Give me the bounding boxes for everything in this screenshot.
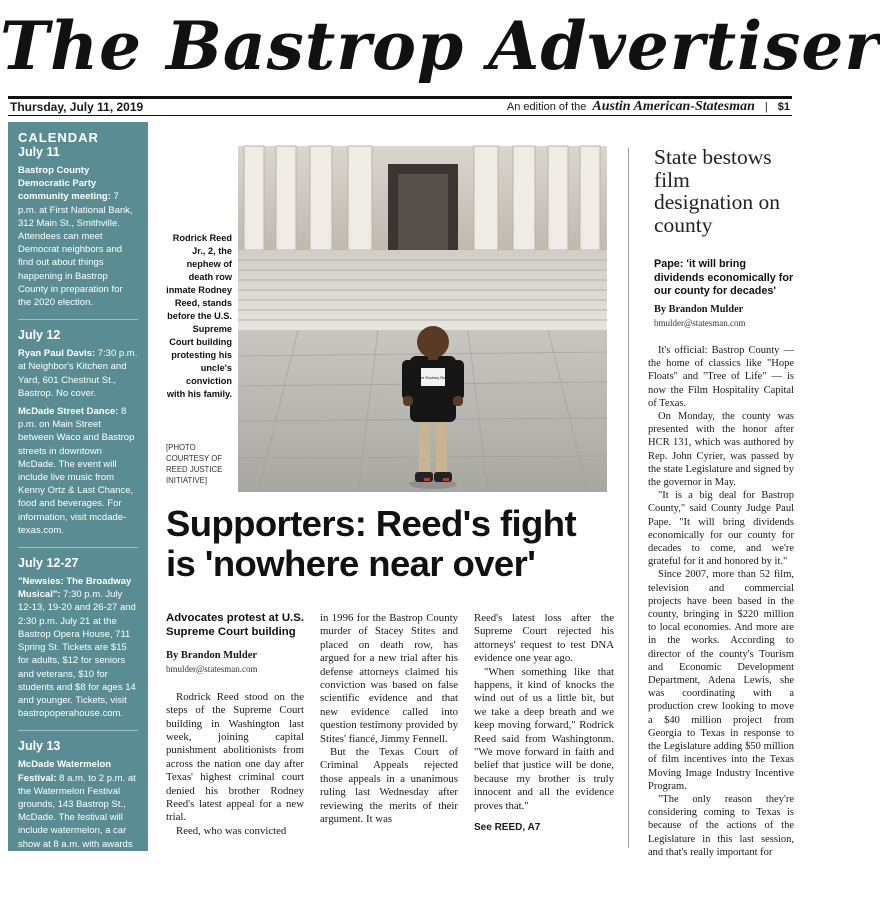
- calendar-date: July 13: [18, 730, 138, 753]
- issue-price: $1: [777, 101, 790, 113]
- calendar-entry-title: Ryan Paul Davis:: [18, 348, 96, 360]
- calendar-entry-title: Bastrop County Democratic Party community meeting:: [18, 165, 111, 203]
- edition-prefix: An edition of the: [506, 101, 587, 113]
- edition-paper: Austin American-Statesman: [592, 99, 755, 114]
- newspaper-title: The Bastrop Advertiser: [0, 7, 880, 85]
- dateline-bar: [8, 96, 792, 116]
- right-story-byline: By Brandon Mulder: [654, 304, 744, 315]
- story-jump-link[interactable]: See REED, A7: [474, 822, 541, 834]
- photo-caption: Rodrick Reed Jr., 2, the nephew of death row inmate Rodney Reed, stands before the U.S. Supreme Court building protesting his uncle's conviction with his family.: [166, 233, 232, 399]
- story-paragraph: in 1996 for the Bastrop County murder of Stacey Stites and placed on death row, has argued for a new trial after his defense attorneys claimed his conviction was based on false scientific evidence and that new evidence called into question testimony provided by Stites' fiancé, Jimmy Fennell.: [320, 612, 458, 745]
- story-column-1: [166, 612, 304, 838]
- edition-separator: |: [764, 101, 768, 113]
- calendar-entry-text: 7:30 p.m. at Neighbor's Kitchen and Yard, 601 Chestnut St., Bastrop. No cover.: [18, 348, 138, 399]
- story-paragraph: Rodrick Reed stood on the steps of the Supreme Court building in Washington last week, joining capital punishment abolitionists from across the nation one day after Texas' highest criminal court denied his brother Rodney Reed's latest appeal for a new trial.: [166, 690, 304, 824]
- story-email: bmulder@statesman.com: [166, 664, 258, 675]
- calendar-entry-text: 8 p.m. on Main Street between Waco and Bastrop streets in downtown McDade. The event will include live music from Kenny Ortz & Last Chance, food and beverages. For information, visit mcdade-texas.com.: [18, 406, 135, 536]
- calendar-entry-title: McDade Street Dance:: [18, 406, 119, 418]
- story-paragraph: "When something like that happens, it kind of knocks the wind out of us a little bit, but we take a deep breath and we keep moving forward," Rodrick Reed said from Washingtonm. "We move forward in faith and belief that justice will be done, because my brother is truly innocent and all the evidence proves that.": [474, 665, 614, 812]
- calendar-entry-title: "Newsies: The Broadway Musical":: [18, 576, 132, 601]
- right-story-deck: Pape: 'it will bring dividends economically for our county for decades': [654, 258, 794, 297]
- story-paragraph: Since 2007, more than 52 film, television and commercial projects have been based in the county, bringing in $220 million to local economies. And more are in the works. According to director of the county's Tourism and Economic Development Department, Adena Lewis, she was coordinating with a production crew looking to move a $40 million project from Georgia to Texas in response to the Legislature adding $50 million of film incentives into the Texas Moving Image Industry Incentive Program.: [648, 569, 794, 792]
- photo-illustration: [238, 146, 607, 492]
- story-column-3: [474, 612, 614, 835]
- calendar-heading: CALENDAR: [18, 130, 99, 145]
- story-byline: By Brandon Mulder: [166, 650, 258, 661]
- calendar-date: July 12-27: [18, 547, 138, 570]
- right-story-body: [648, 344, 794, 859]
- calendar-entry: [18, 575, 138, 720]
- right-story-email: bmulder@statesman.com: [654, 318, 746, 328]
- story-paragraph: "The only reason they're considering coming to Texas is because of the actions of the Legislature in this last session, and that's really important for: [648, 793, 794, 858]
- sign-text: Free Rodney Reed: [416, 375, 450, 380]
- story-paragraph: "It is a big deal for Bastrop County," said County Judge Paul Pape. "It will bring dividends economically for our county for decades to come, and we're grateful for it and honored by it.": [648, 490, 794, 568]
- photo-credit: [PHOTO COURTESY OF REED JUSTICE INITIATIVE]: [166, 443, 223, 485]
- masthead: [0, 0, 880, 92]
- calendar-date: July 12: [18, 319, 138, 342]
- story-paragraph: Reed's latest loss after the Supreme Court rejected his attorneys' request to test DNA evidence one year ago.: [474, 612, 614, 665]
- main-headline: Supporters: Reed's fight is 'nowhere near over': [166, 503, 577, 584]
- supreme-court-photo: [238, 146, 607, 492]
- calendar-sidebar: [8, 122, 148, 916]
- story-column-2: [320, 612, 458, 827]
- edition-info: [507, 99, 790, 115]
- calendar-date: July 11: [18, 145, 60, 159]
- issue-date: Thursday, July 11, 2019: [10, 100, 144, 114]
- calendar-entry: [18, 405, 138, 537]
- calendar-entry-text: 7:30 p.m. July 12-13, 19-20 and 26-27 and 2:30 p.m. July 21 at the Bastrop Opera House, 711 Spring St. Tickets are $15 for adults, $12 for seniors and veterans, $10 for students and $8 for ages 14 and younger. Tickets, visit bastropoperahouse.com.: [18, 589, 136, 720]
- calendar-entry-text: 7 p.m. at First National Bank, 312 Main St., Smithville. Attendees can meet Democrat neighbors and find out about things happening in Bastrop County in preparation for the 2020 election.: [18, 191, 133, 309]
- calendar-entry-title: McDade Watermelon Festival:: [18, 759, 112, 784]
- story-paragraph: But the Texas Court of Criminal Appeals rejected those appeals in a unanimous ruling last Wednesday after reviewing the merits of their argument. It was: [320, 746, 458, 826]
- calendar-entry-text: 8 a.m. to 2 p.m. at the Watermelon Festival grounds, 143 Bastrop St., McDade. The festival will include watermelon, a car show at 8 a.m. with awards at 2 p.m., the Watermelon Queens Revue and a parade at 10:30 a.m. along Main Street. An auction will be at 5 p.m. Other activities: [18, 772, 136, 916]
- calendar-entry: [18, 347, 138, 400]
- right-story-headline: State bestows film designation on county: [654, 145, 780, 237]
- story-deck: Advocates protest at U.S. Supreme Court building: [166, 612, 304, 638]
- story-paragraph: Reed, who was convicted: [176, 824, 287, 837]
- calendar-entry: [18, 164, 138, 309]
- story-paragraph: On Monday, the county was presented with the honor after HCR 131, which was authored by Rep. John Cyrier, was passed by the state Legislature and signed by the governor in May.: [648, 411, 794, 489]
- calendar-entry: [18, 758, 138, 916]
- column-divider: [628, 148, 629, 848]
- story-paragraph: It's official: Bastrop County — the home of classics like "Hope Floats" and "Tree of Life" — is now the Film Hospitality Capital of Texas.: [648, 345, 794, 409]
